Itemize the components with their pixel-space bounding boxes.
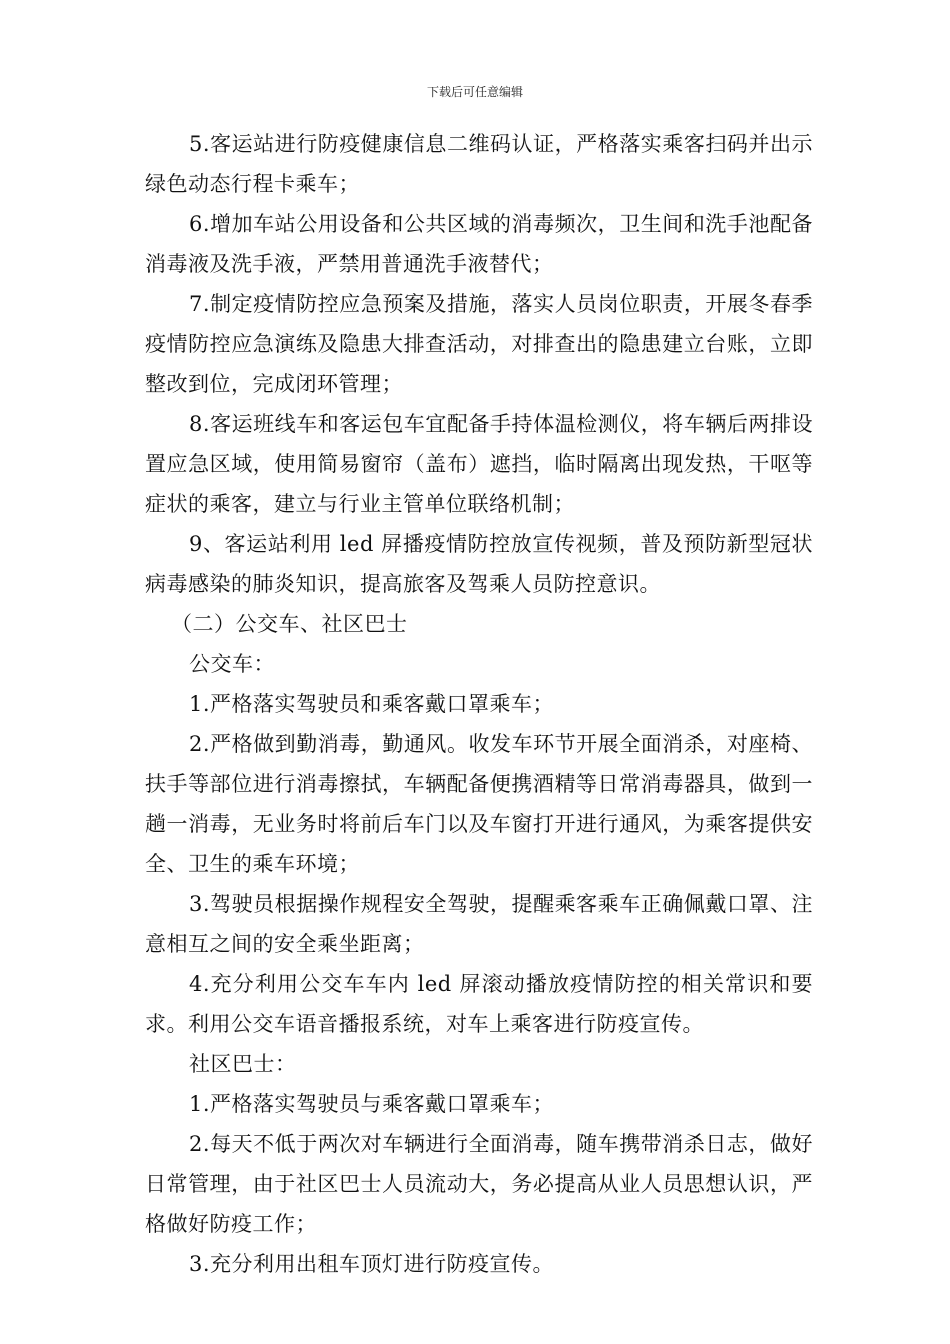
paragraph-item-6: 6.增加车站公用设备和公共区域的消毒频次，卫生间和洗手池配备消毒液及洗手液，严禁用普通洗手液替代； <box>145 212 813 276</box>
document-body <box>145 124 813 1284</box>
bus-item-3: 3.驾驶员根据操作规程安全驾驶，提醒乘客乘车正确佩戴口罩、注意相互之间的安全乘坐距离； <box>145 892 813 956</box>
section-heading-bus: （二）公交车、社区巴士 <box>171 612 408 636</box>
bus-item-2: 2.严格做到勤消毒，勤通风。收发车环节开展全面消杀，对座椅、扶手等部位进行消毒擦拭，车辆配备便携酒精等日常消毒器具，做到一趟一消毒，无业务时将前后车门以及车窗打开进行通风，为乘客提供安全、卫生的乘车环境； <box>145 732 813 876</box>
subheading-public-bus: 公交车： <box>189 652 275 676</box>
community-bus-item-1: 1.严格落实驾驶员与乘客戴口罩乘车； <box>189 1092 555 1116</box>
page-header-note: 下载后可任意编辑 <box>426 85 523 99</box>
paragraph-item-9: 9、客运站利用 led 屏播疫情防控放宣传视频，普及预防新型冠状病毒感染的肺炎知识，提高旅客及驾乘人员防控意识。 <box>145 532 813 596</box>
paragraph-item-8: 8.客运班线车和客运包车宜配备手持体温检测仪，将车辆后两排设置应急区域，使用简易窗帘（盖布）遮挡，临时隔离出现发热，干呕等症状的乘客，建立与行业主管单位联络机制； <box>145 412 813 516</box>
subheading-community-bus: 社区巴士： <box>189 1052 297 1076</box>
community-bus-item-2: 2.每天不低于两次对车辆进行全面消毒，随车携带消杀日志，做好日常管理，由于社区巴士人员流动大，务必提高从业人员思想认识，严格做好防疫工作； <box>145 1132 813 1236</box>
paragraph-item-7: 7.制定疫情防控应急预案及措施，落实人员岗位职责，开展冬春季疫情防控应急演练及隐患大排查活动，对排查出的隐患建立台账，立即整改到位，完成闭环管理； <box>145 292 813 396</box>
community-bus-item-3: 3.充分利用出租车顶灯进行防疫宣传。 <box>189 1252 555 1276</box>
bus-item-1: 1.严格落实驾驶员和乘客戴口罩乘车； <box>189 692 555 716</box>
bus-item-4: 4.充分利用公交车车内 led 屏滚动播放疫情防控的相关常识和要求。利用公交车语音播报系统，对车上乘客进行防疫宣传。 <box>145 972 813 1036</box>
paragraph-item-5: 5.客运站进行防疫健康信息二维码认证，严格落实乘客扫码并出示绿色动态行程卡乘车； <box>145 132 813 196</box>
